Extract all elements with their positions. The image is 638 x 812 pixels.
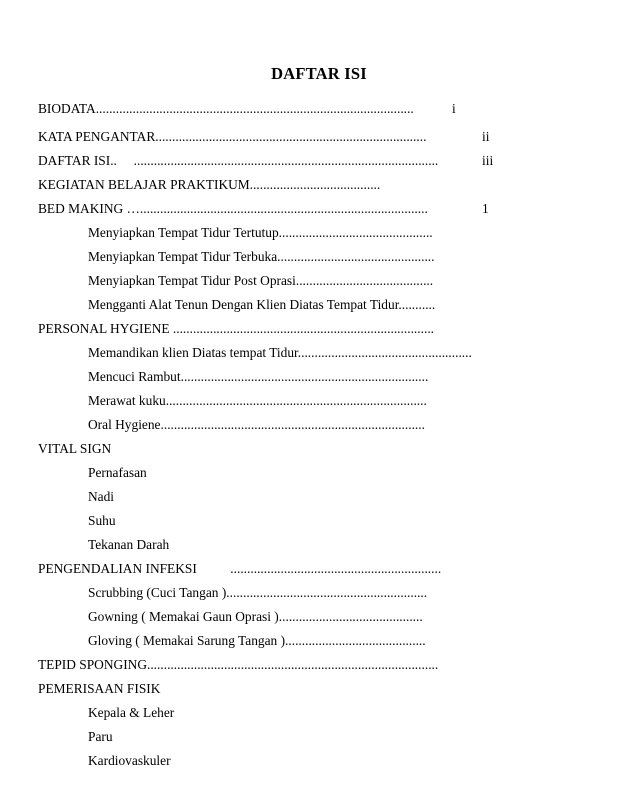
toc-subentry: Suhu [88, 513, 116, 528]
toc-subentry: Kardiovaskuler [88, 753, 171, 768]
toc-entry-bed-making: BED MAKING …...................................................................................... [38, 201, 428, 216]
toc-entry-kegiatan-belajar: KEGIATAN BELAJAR PRAKTIKUM....................................... [38, 177, 381, 192]
toc-subentry: Gowning ( Memakai Gaun Oprasi )........................................... [88, 609, 423, 624]
toc-subentry: Mengganti Alat Tenun Dengan Klien Diatas Tempat Tidur........... [88, 297, 436, 312]
toc-page-biodata: i [452, 101, 456, 116]
toc-page-daftar-isi: iii [482, 153, 494, 168]
toc-subentry: Nadi [88, 489, 115, 504]
toc-subentry: Kepala & Leher [88, 705, 175, 720]
page-title: DAFTAR ISI [271, 64, 367, 83]
toc-subentry: Menyiapkan Tempat Tidur Tertutup.............................................. [88, 225, 433, 240]
toc-subentry: Pernafasan [88, 465, 147, 480]
toc-subentry: Merawat kuku.............................................................................. [88, 393, 427, 408]
toc-subentry: Tekanan Darah [88, 537, 170, 552]
toc-subentry: Menyiapkan Tempat Tidur Terbuka............................................... [88, 249, 435, 264]
toc-entry-biodata: BIODATA............................................................................................... [38, 101, 414, 116]
toc-subentry: Menyiapkan Tempat Tidur Post Oprasi......................................... [88, 273, 434, 288]
toc-page-kata-pengantar: ii [482, 129, 490, 144]
toc-entry-personal-hygiene: PERSONAL HYGIENE .............................................................................. [38, 321, 435, 336]
toc-subentry: Mencuci Rambut.......................................................................... [88, 369, 429, 384]
toc-entry-pengendalian-infeksi: PENGENDALIAN INFEKSI ............................................................... [38, 561, 442, 576]
toc-entry-vital-sign: VITAL SIGN [38, 441, 112, 456]
toc-entry-kata-pengantar: KATA PENGANTAR................................................................................. [38, 129, 427, 144]
toc-subentry: Scrubbing (Cuci Tangan )............................................................ [88, 585, 428, 600]
toc-entry-daftar-isi: DAFTAR ISI.. ........................................................................................... [38, 153, 439, 168]
toc-subentry: Gloving ( Memakai Sarung Tangan ).......................................... [88, 633, 426, 648]
toc-subentry: Paru [88, 729, 113, 744]
toc-entry-pemerisaan-fisik: PEMERISAAN FISIK [38, 681, 161, 696]
toc-page-bed-making: 1 [482, 201, 489, 216]
toc-entry-tepid-sponging: TEPID SPONGING....................................................................................... [38, 657, 439, 672]
toc-subentry: Oral Hygiene............................................................................... [88, 417, 425, 432]
toc-subentry: Memandikan klien Diatas tempat Tidur.................................................... [88, 345, 472, 360]
